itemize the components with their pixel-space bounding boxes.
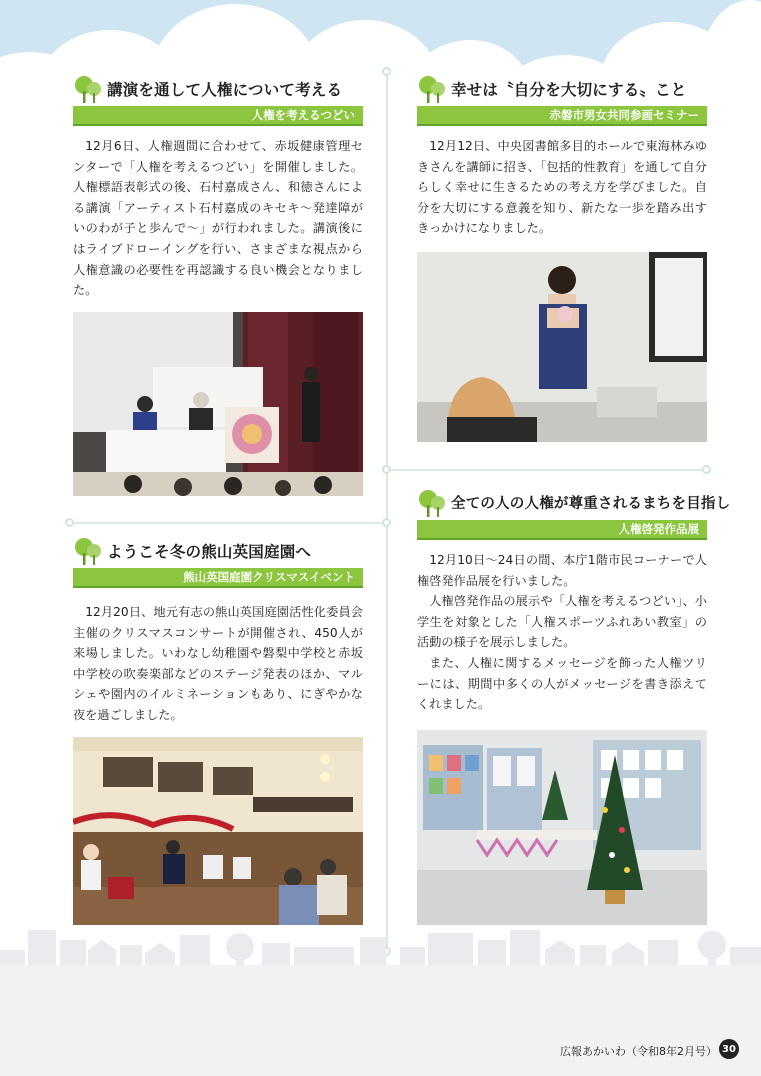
article-subtitle-bar	[73, 568, 363, 588]
article-subtitle: 熊山英国庭園クリスマスイベント	[183, 570, 355, 584]
article-human-rights-exhibition	[417, 488, 731, 715]
article-subtitle: 赤磐市男女共同参画セミナー	[549, 108, 699, 122]
article-subtitle-bar	[73, 106, 363, 126]
article-body	[417, 136, 707, 239]
tree-icon	[73, 74, 103, 104]
concert-photo	[73, 737, 363, 925]
article-header	[73, 74, 363, 106]
column-divider	[386, 72, 388, 952]
article-self-care-seminar	[417, 74, 707, 239]
article-paragraph: また、人権に関するメッセージを飾った人権ツリーには、期間中多くの人がメッセージを書き添えてくれました。	[417, 655, 707, 712]
tree-icon	[417, 74, 447, 104]
city-skyline-decoration	[0, 925, 761, 970]
footer-band	[0, 965, 761, 1076]
article-paragraph: 12月12日、中央図書館多目的ホールで東海林みゆきさんを講師に招き、「包括的性教育」を通して自分らしく幸せに生きるための考え方を学びました。自分を大切にする意義を知り、新たな一歩を踏み出すきっかけになりました。	[417, 139, 707, 236]
lecture-photo	[73, 312, 363, 496]
divider-node	[382, 67, 391, 76]
article-subtitle: 人権啓発作品展	[618, 522, 699, 536]
left-row-divider	[70, 522, 386, 524]
article-body	[417, 550, 707, 715]
article-title: ようこそ冬の熊山英国庭園へ	[107, 543, 312, 561]
article-title: 全ての人の人権が尊重されるまちを目指し	[451, 496, 731, 512]
divider-node	[65, 518, 74, 527]
article-header	[417, 74, 707, 106]
article-header	[73, 536, 363, 568]
divider-node	[382, 518, 391, 527]
article-paragraph: 12月10日～24日の間、本庁1階市民コーナーで人権啓発作品展を行いました。	[417, 553, 707, 588]
article-paragraph: 12月6日、人権週間に合わせて、赤坂健康管理センターで「人権を考えるつどい」を開催しました。人権標語表彰式の後、石村嘉成さん、和徳さんによる講演「アーティスト石村嘉成のキセキ～発達障がいのわが子と歩んで～」が行われました。講演後にはライブドローイングを行い、さまざまな視点から人権意識の必要性を再認識する良い機会となりました。	[73, 139, 363, 298]
page-number: 30	[719, 1039, 739, 1059]
seminar-photo	[417, 252, 707, 442]
article-paragraph: 人権啓発作品の展示や「人権を考えるつどい」、小学生を対象とした「人権スポーツふれあい教室」の活動の様子を展示しました。	[417, 594, 707, 650]
tree-icon	[73, 536, 103, 566]
article-header	[417, 488, 731, 520]
article-paragraph: 12月20日、地元有志の熊山英国庭園活性化委員会主催のクリスマスコンサートが開催され、450人が来場しました。いわなし幼稚園や磐梨中学校と赤坂中学校の吹奏楽部などのステージ発表のほか、マルシェや園内のイルミネーションもあり、にぎやかな夜を過ごしました。	[73, 605, 363, 722]
article-english-garden	[73, 536, 363, 726]
article-title: 幸せは〝自分を大切にする〟こと	[451, 81, 687, 99]
article-human-rights-lecture	[73, 74, 363, 301]
article-subtitle-bar	[417, 520, 707, 540]
divider-node	[382, 465, 391, 474]
tree-icon	[417, 488, 447, 518]
article-body	[73, 136, 363, 301]
divider-node	[702, 465, 711, 474]
article-title: 講演を通して人権について考える	[107, 81, 343, 99]
article-subtitle: 人権を考えるつどい	[251, 108, 355, 122]
exhibition-photo	[417, 730, 707, 925]
footer-publication: 広報あかいわ（令和8年2月号）	[560, 1045, 717, 1058]
article-body	[73, 602, 363, 726]
article-subtitle-bar	[417, 106, 707, 126]
right-row-divider	[388, 469, 706, 471]
